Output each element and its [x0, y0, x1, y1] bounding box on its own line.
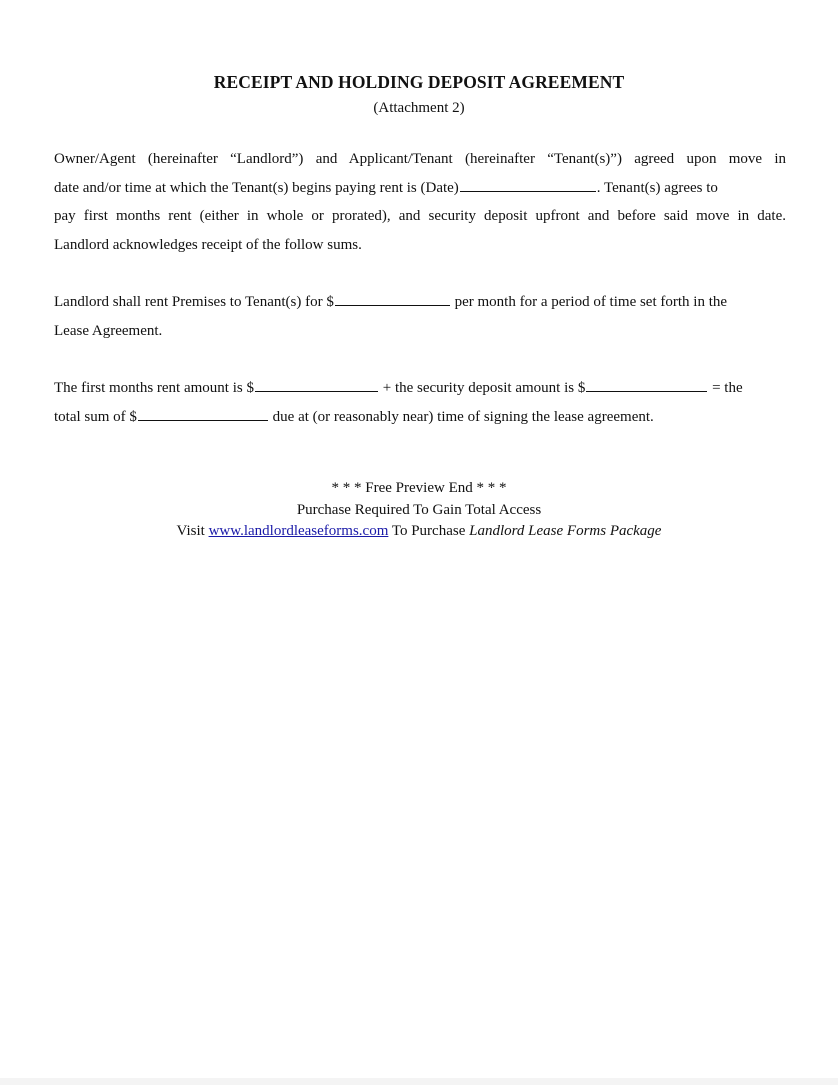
paragraph-sums — [54, 374, 786, 431]
package-name: Landlord Lease Forms Package — [469, 523, 662, 539]
preview-end-notice: * * * Free Preview End * * * — [331, 480, 507, 496]
purchase-required-notice: Purchase Required To Gain Total Access — [296, 501, 542, 518]
paragraph-line: pay first months rent (either in whole or prorated), and security deposit upfront and before said move in date. — [54, 208, 786, 225]
paragraph-line: Landlord acknowledges receipt of the follow sums. — [54, 236, 362, 253]
text-segment: The first months rent amount is $ — [54, 380, 254, 396]
document-title: RECEIPT AND HOLDING DEPOSIT AGREEMENT — [213, 72, 625, 92]
text-segment: Landlord shall rent Premises to Tenant(s) for $ — [54, 294, 334, 310]
text-segment: date and/or time at which the Tenant(s) begins paying rent is (Date) — [54, 179, 459, 196]
page-bottom-edge — [0, 1078, 838, 1085]
paragraph-line — [54, 374, 786, 403]
paragraph-line — [54, 288, 786, 317]
paragraph-move-in — [54, 145, 786, 259]
first-month-rent-blank-field[interactable] — [255, 377, 378, 392]
visit-text: Visit — [176, 523, 209, 539]
paragraph-line — [54, 403, 786, 432]
visit-line — [0, 521, 838, 543]
paragraph-line: Owner/Agent (hereinafter “Landlord”) and Applicant/Tenant (hereinafter “Tenant(s)”) agreed upon move in — [54, 151, 786, 167]
security-deposit-blank-field[interactable] — [586, 377, 707, 392]
date-blank-field[interactable] — [460, 177, 596, 192]
text-segment: per month for a period of time set forth in the — [450, 294, 728, 310]
text-segment: = the — [708, 380, 743, 396]
text-segment: due at (or reasonably near) time of signing the lease agreement. — [268, 408, 654, 425]
paragraph-line: Lease Agreement. — [54, 322, 163, 339]
paragraph-rent — [54, 288, 786, 345]
total-sum-blank-field[interactable] — [138, 406, 268, 421]
to-purchase-text: To Purchase — [388, 523, 470, 539]
website-link[interactable]: www.landlordleaseforms.com — [208, 523, 389, 539]
paragraph-line — [54, 174, 786, 203]
text-segment: total sum of $ — [54, 408, 137, 425]
text-segment: . Tenant(s) agrees to — [596, 179, 718, 196]
preview-footer — [0, 478, 838, 543]
monthly-rent-blank-field[interactable] — [335, 291, 450, 306]
document-subtitle: (Attachment 2) — [373, 100, 465, 116]
text-segment: + the security deposit amount is $ — [378, 380, 586, 396]
